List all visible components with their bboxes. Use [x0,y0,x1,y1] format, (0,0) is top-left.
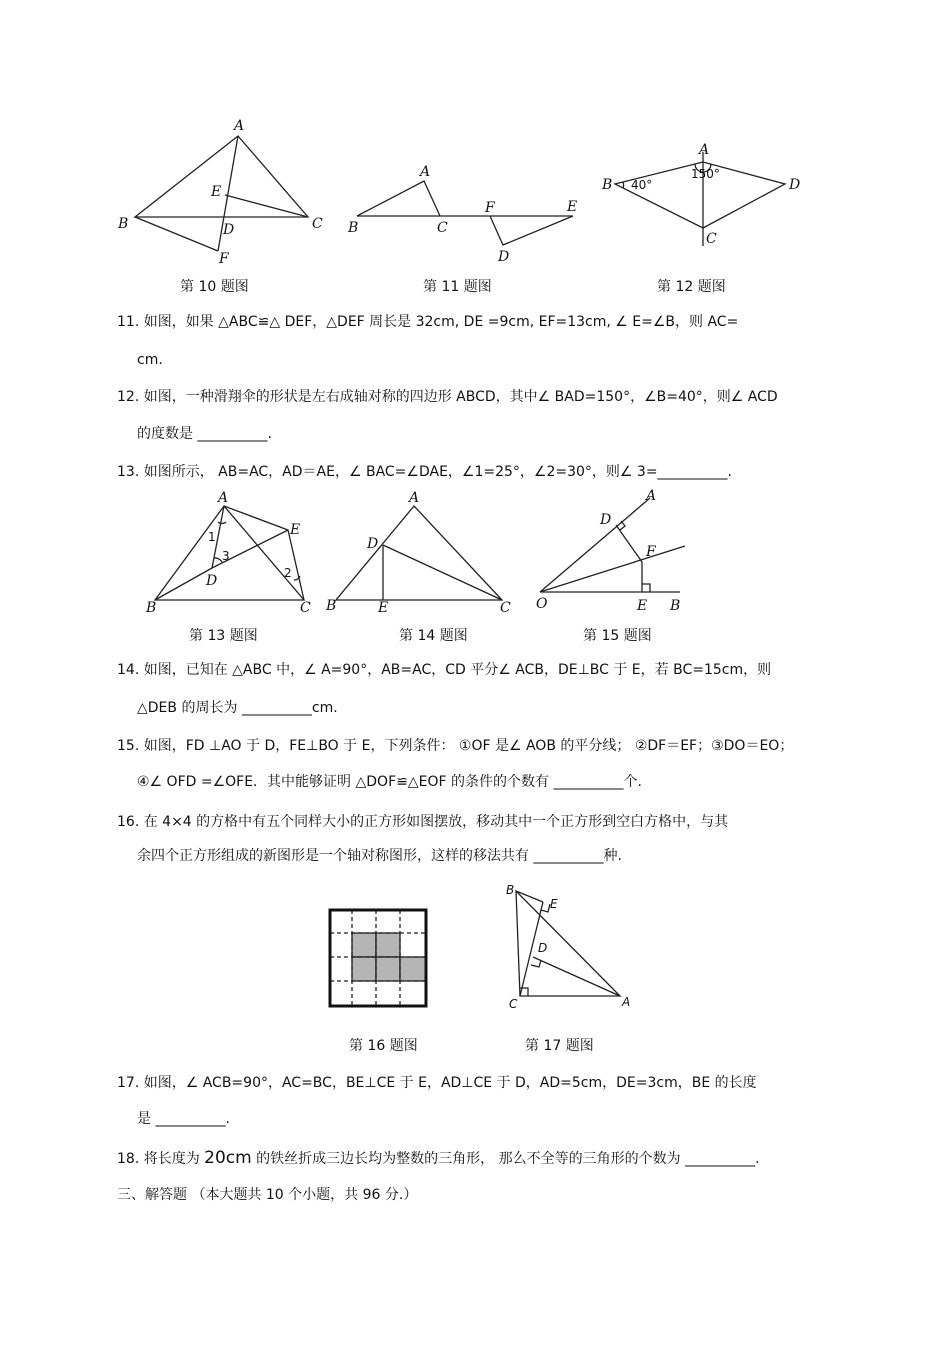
fig10-line-bf [135,217,218,251]
question-16-line2: 余四个正方形组成的新图形是一个轴对称图形，这样的移法共有 __________种. [137,848,622,864]
fig14-label-d: D [367,536,379,552]
fig17-label-c: C [509,997,518,1011]
fig11-label-c: C [437,220,448,236]
question-14-line2: △DEB 的周长为 __________cm. [137,700,338,716]
fig15-label-a: A [646,488,657,504]
fig11-label-e: E [567,199,578,215]
figure-14 [320,490,520,618]
fig10-triangle-abc [135,136,308,217]
fig15-label-o: O [536,596,548,612]
fig10-label-f: F [219,251,229,267]
fig13-label-b: B [146,600,157,616]
fig13-label-e: E [290,522,301,538]
fig13-angle-2: 2 [284,566,292,580]
fig10-label-d: D [223,222,235,238]
figure-11 [340,160,585,270]
fig11-label-f: F [485,200,495,216]
fig11-label-a: A [420,164,431,180]
fig13-angle-3: 3 [222,549,230,563]
fig17-label-b: B [506,883,515,897]
fig16-square-2 [376,933,400,957]
fig17-line-ad [533,957,620,996]
fig12-angle-a-text: 150° [691,167,720,181]
question-17-line2: 是 __________. [137,1111,230,1127]
fig15-line-fd [616,525,642,562]
fig14-line-cd [383,545,502,600]
fig10-label-c: C [312,216,323,232]
fig11-label-b: B [348,220,359,236]
fig13-angle-1: 1 [208,530,216,544]
question-11-line1: 11. 如图，如果 △ABC≌△ DEF，△DEF 周长是 32cm, DE =9cm, EF=13cm, ∠ E=∠B，则 AC= [117,314,739,330]
fig15-label-e: E [637,598,648,614]
figure-13 [140,488,330,618]
fig15-caption: 第 15 题图 [583,628,652,644]
fig10-label-a: A [234,118,245,134]
fig13-label-d: D [206,573,218,589]
question-12-line1: 12. 如图，一种滑翔伞的形状是左右成轴对称的四边形 ABCD，其中∠ BAD=150°，∠B=40°，则∠ ACD [117,389,778,405]
fig12-angle-b-arc [623,182,624,188]
question-18 [117,1148,760,1169]
fig13-angle-1-arc [218,522,226,524]
fig14-label-c: C [500,600,511,616]
fig11-caption: 第 11 题图 [423,279,492,295]
fig10-caption: 第 10 题图 [180,279,249,295]
fig15-ray-oa [540,498,650,592]
fig13-label-a: A [218,490,229,506]
question-11-line2: cm. [137,352,163,368]
fig16-square-3 [352,957,376,981]
fig10-line-ec [225,195,308,217]
figure-17 [500,884,640,1014]
fig16-square-4 [376,957,400,981]
fig10-label-b: B [118,216,129,232]
figure-12 [595,138,815,258]
question-15-line1: 15. 如图，FD ⊥AO 于 D，FE⊥BO 于 E，下列条件： ①OF 是∠ AOB 的平分线； ②DF＝EF；③DO＝EO； [117,738,794,754]
fig11-triangle-fde [490,216,573,245]
fig14-triangle-abc [336,506,502,600]
fig15-label-f: F [646,544,656,560]
fig15-right-angle-e [642,584,650,592]
fig12-label-b: B [602,177,613,193]
fig17-right-angle-d [531,960,541,967]
fig14-label-e: E [378,600,389,616]
fig12-label-c: C [706,231,717,247]
fig15-label-b: B [670,598,681,614]
figure-16 [328,908,430,1010]
fig16-caption: 第 16 题图 [349,1038,418,1054]
fig17-caption: 第 17 题图 [525,1038,594,1054]
question-18-suffix: 的铁丝折成三边长均为整数的三角形， 那么不全等的三角形的个数为 __________. [256,1151,760,1167]
fig11-label-d: D [498,249,510,265]
fig12-label-d: D [789,177,801,193]
fig12-caption: 第 12 题图 [657,279,726,295]
question-16-line1: 16. 在 4×4 的方格中有五个同样大小的正方形如图摆放，移动其中一个正方形到空白方格中，与其 [117,814,729,830]
fig13-label-c: C [300,600,311,616]
fig14-label-a: A [409,490,420,506]
fig13-caption: 第 13 题图 [189,628,258,644]
fig16-square-1 [352,933,376,957]
fig11-triangle-abc [357,181,440,216]
fig15-ray-of [540,546,685,592]
fig17-triangle-bca [516,891,620,996]
fig15-label-d: D [600,512,612,528]
figure-15 [530,488,700,616]
fig14-caption: 第 14 题图 [399,628,468,644]
fig10-label-e: E [211,184,222,200]
figure-10 [110,110,330,270]
question-18-prefix: 18. 将长度为 [117,1151,200,1167]
fig12-label-a: A [699,142,710,158]
fig12-angle-b-text: 40° [631,178,653,192]
section-3-heading: 三、解答题 （本大题共 10 个小题，共 96 分.） [117,1187,418,1203]
question-18-length: 20cm [204,1148,252,1168]
fig14-label-b: B [326,598,337,614]
fig17-label-e: E [550,897,558,911]
fig17-line-be [516,891,543,902]
question-13-line1: 13. 如图所示， AB=AC，AD＝AE，∠ BAC=∠DAE，∠1=25°，∠2=30°，则∠ 3=__________. [117,464,733,480]
fig13-line-bd [155,568,212,600]
question-15-line2: ④∠ OFD =∠OFE．其中能够证明 △DOF≌△EOF 的条件的个数有 __________个. [137,774,642,790]
fig13-angle-3-arc [214,558,222,562]
fig17-label-a: A [622,995,631,1009]
question-14-line1: 14. 如图，已知在 △ABC 中，∠ A=90°，AB=AC，CD 平分∠ ACB，DE⊥BC 于 E，若 BC=15cm，则 [117,662,772,678]
fig16-square-5 [400,957,426,981]
question-17-line1: 17. 如图，∠ ACB=90°，AC=BC，BE⊥CE 于 E，AD⊥CE 于 D，AD=5cm，DE=3cm，BE 的长度 [117,1075,757,1091]
question-12-line2: 的度数是 __________. [137,426,272,442]
fig17-label-d: D [538,941,548,955]
